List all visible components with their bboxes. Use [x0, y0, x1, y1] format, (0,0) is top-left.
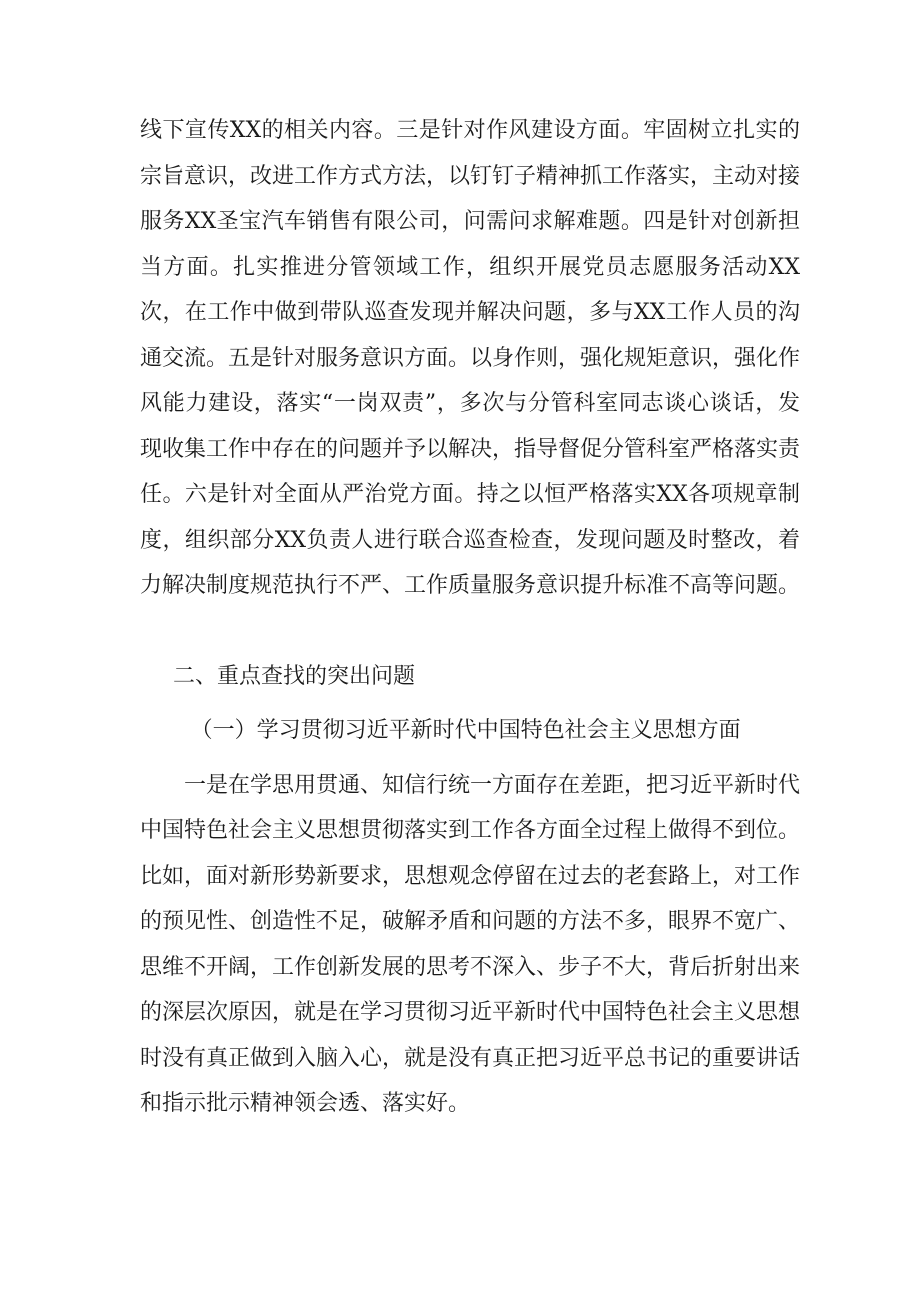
section-heading: 二、重点查找的突出问题	[173, 663, 416, 689]
paragraph-continuation: 线下宣传XX的相关内容。三是针对作风建设方面。牢固树立扎实的宗旨意识，改进工作方式方法，以钉钉子精神抓工作落实，主动对接服务XX圣宝汽车销售有限公司，问需问求解难题。四是针对创新担当方面。扎实推进分管领域工作，组织开展党员志愿服务活动XX次，在工作中做到带队巡查发现并解决问题，多与XX工作人员的沟通交流。五是针对服务意识方面。以身作则，强化规矩意识，强化作风能力建设，落实“一岗双责”，多次与分管科室同志谈心谈话，发现收集工作中存在的问题并予以解决，指导督促分管科室严格落实责任。六是针对全面从严治党方面。持之以恒严格落实XX各项规章制度，组织部分XX负责人进行联合巡查检查，发现问题及时整改，着力解决制度规范执行不严、工作质量服务意识提升标准不高等问题。	[140, 118, 801, 598]
document-body	[140, 108, 800, 1127]
paragraph-body: 一是在学思用贯通、知信行统一方面存在差距，把习近平新时代中国特色社会主义思想贯彻落实到工作各方面全过程上做得不到位。比如，面对新形势新要求，思想观念停留在过去的老套路上，对工作的预见性、创造性不足，破解矛盾和问题的方法不多，眼界不宽广、思维不开阔，工作创新发展的思考不深入、步子不大，背后折射出来的深层次原因，就是在学习贯彻习近平新时代中国特色社会主义思想时没有真正做到入脑入心，就是没有真正把习近平总书记的重要讲话和指示批示精神领会透、落实好。	[140, 772, 801, 1116]
subsection-heading: （一）学习贯彻习近平新时代中国特色社会主义思想方面	[190, 718, 741, 743]
